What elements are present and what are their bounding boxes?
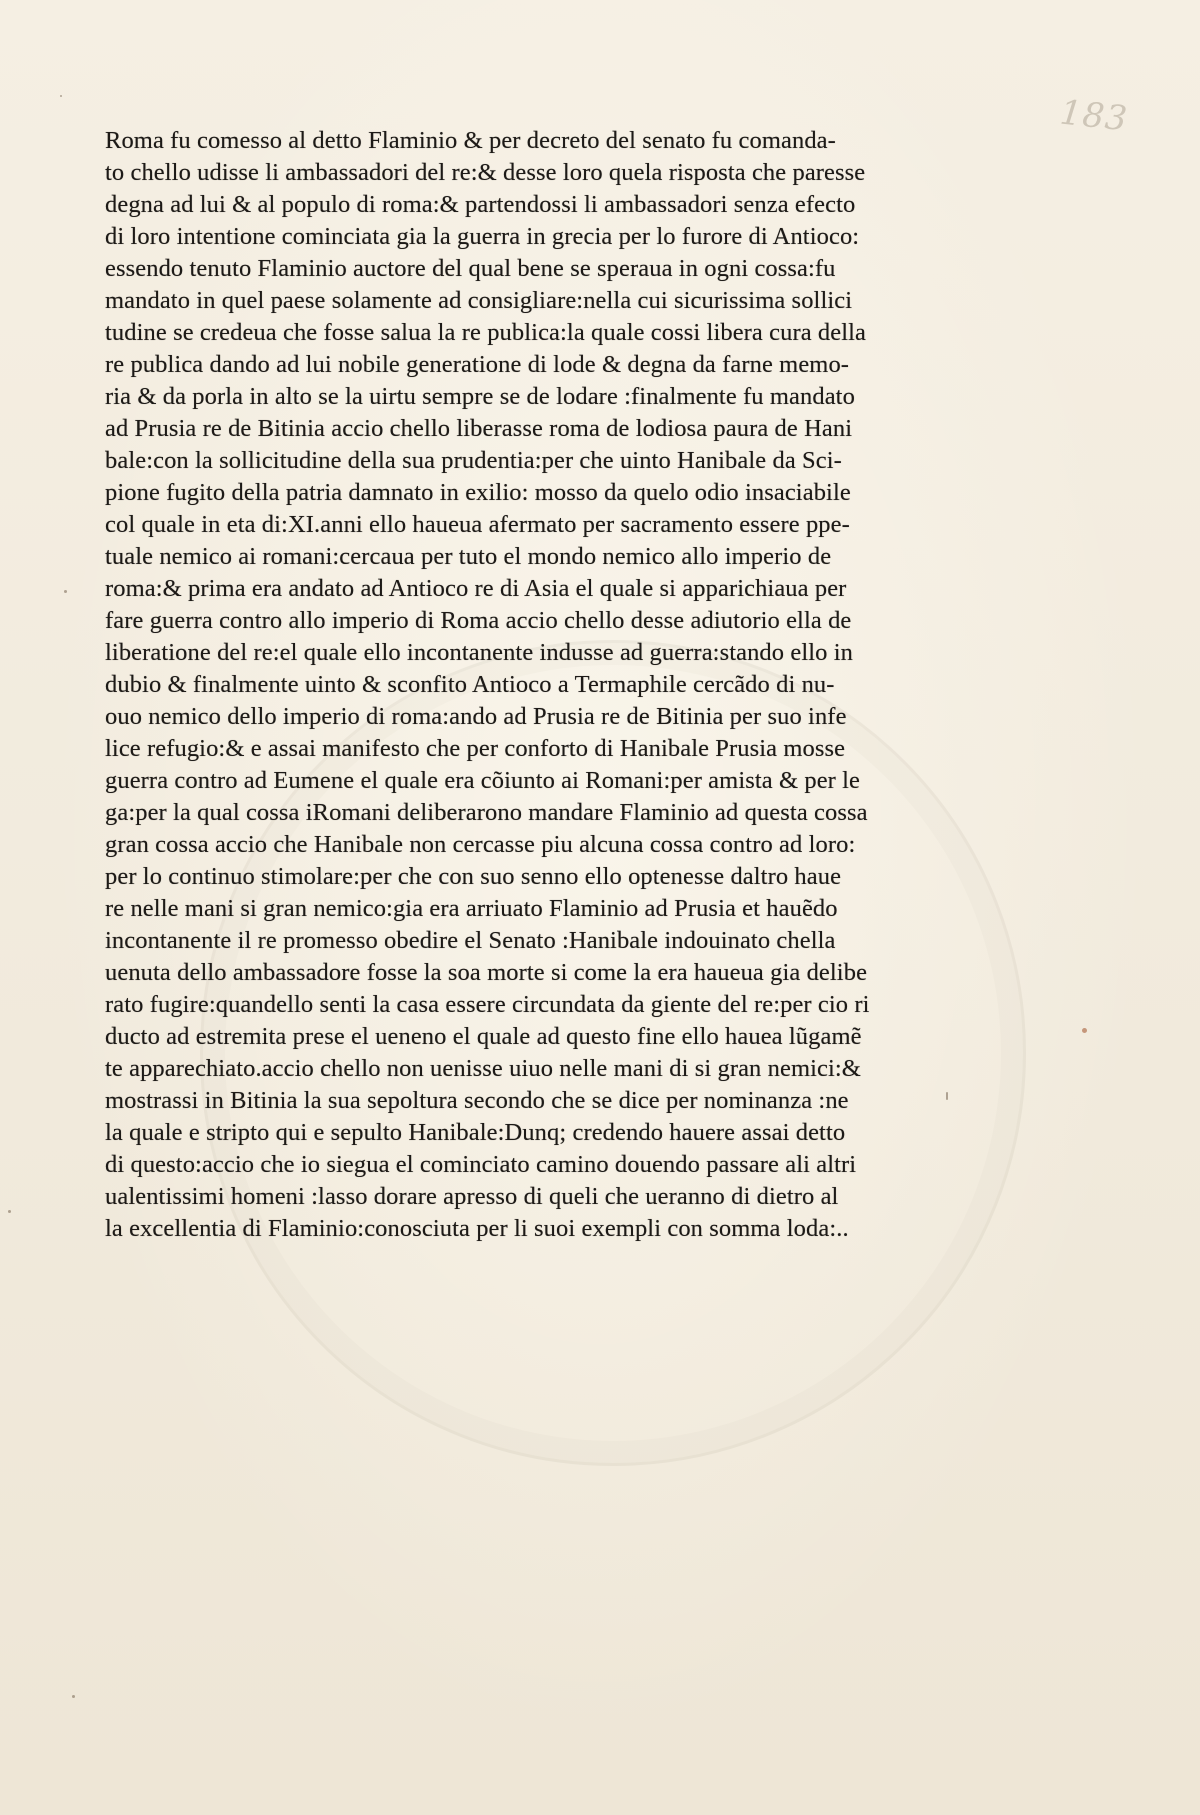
text-block bbox=[105, 125, 945, 1245]
text-line: liberatione del re:el quale ello incontanente indusse ad guerra:stando ello in bbox=[105, 639, 853, 666]
text-line: ad Prusia re de Bitinia accio chello liberasse roma de lodiosa paura de Hani bbox=[105, 415, 853, 442]
text-line: ouo nemico dello imperio di roma:ando ad Prusia re de Bitinia per suo infe bbox=[105, 703, 847, 730]
paper-speck bbox=[72, 1695, 75, 1698]
text-line: guerra contro ad Eumene el quale era cõiunto ai Romani:per amista & per le bbox=[105, 767, 861, 794]
text-line: ga:per la qual cossa iRomani deliberarono mandare Flaminio ad questa cossa bbox=[105, 799, 868, 826]
text-line: Roma fu comesso al detto Flaminio & per decreto del senato fu comanda- bbox=[105, 127, 836, 154]
text-line: roma:& prima era andato ad Antioco re di Asia el quale si apparichiaua per bbox=[105, 575, 847, 602]
paper-speck bbox=[8, 1210, 11, 1213]
text-line: di questo:accio che io siegua el cominciato camino douendo passare ali altri bbox=[105, 1151, 857, 1178]
text-line: essendo tenuto Flaminio auctore del qual bene se speraua in ogni cossa:fu bbox=[105, 255, 836, 282]
text-line: re nelle mani si gran nemico:gia era arriuato Flaminio ad Prusia et hauẽdo bbox=[105, 895, 838, 922]
text-line: pione fugito della patria damnato in exilio: mosso da quelo odio insaciabile bbox=[105, 479, 851, 506]
text-line: mostrassi in Bitinia la sua sepoltura secondo che se dice per nominanza :ne bbox=[105, 1087, 849, 1114]
text-line: mandato in quel paese solamente ad consigliare:nella cui sicurissima sollici bbox=[105, 287, 853, 314]
text-line: per lo continuo stimolare:per che con suo senno ello optenesse daltro haue bbox=[105, 863, 842, 890]
paper-speck bbox=[60, 95, 62, 97]
paper-speck bbox=[946, 1092, 948, 1100]
text-line: tuale nemico ai romani:cercaua per tuto el mondo nemico allo imperio de bbox=[105, 543, 832, 570]
text-line: fare guerra contro allo imperio di Roma accio chello desse adiutorio ella de bbox=[105, 607, 852, 634]
text-line: te apparechiato.accio chello non uenisse uiuo nelle mani di si gran nemici:& bbox=[105, 1055, 861, 1082]
text-line: re publica dando ad lui nobile generatione di lode & degna da farne memo- bbox=[105, 351, 850, 378]
text-line: bale:con la sollicitudine della sua prudentia:per che uinto Hanibale da Sci- bbox=[105, 447, 842, 474]
text-line: la quale e stripto qui e sepulto Hanibale:Dunq; credendo hauere assai detto bbox=[105, 1119, 846, 1146]
text-line: la excellentia di Flaminio:conosciuta per li suoi exempli con somma loda:.. bbox=[105, 1215, 849, 1242]
text-line: gran cossa accio che Hanibale non cercasse piu alcuna cossa contro ad loro: bbox=[105, 831, 856, 858]
text-line: ria & da porla in alto se la uirtu sempre se de lodare :finalmente fu mandato bbox=[105, 383, 855, 410]
text-line: ualentissimi homeni :lasso dorare apresso di queli che ueranno di dietro al bbox=[105, 1183, 839, 1210]
text-line: col quale in eta di:XI.anni ello haueua afermato per sacramento essere ppe- bbox=[105, 511, 850, 538]
text-line: ducto ad estremita prese el ueneno el quale ad questo fine ello hauea lũgamẽ bbox=[105, 1023, 862, 1050]
text-line: dubio & finalmente uinto & sconfito Antioco a Termaphile cercãdo di nu- bbox=[105, 671, 835, 698]
text-line: degna ad lui & al populo di roma:& partendossi li ambassadori senza efecto bbox=[105, 191, 856, 218]
text-line: tudine se credeua che fosse salua la re publica:la quale cossi libera cura della bbox=[105, 319, 867, 346]
text-line: di loro intentione cominciata gia la guerra in grecia per lo furore di Antioco: bbox=[105, 223, 860, 250]
paper-speck bbox=[1082, 1028, 1087, 1033]
text-line: rato fugire:quandello senti la casa essere circundata da giente del re:per cio ri bbox=[105, 991, 870, 1018]
text-line: lice refugio:& e assai manifesto che per conforto di Hanibale Prusia mosse bbox=[105, 735, 846, 762]
text-line: uenuta dello ambassadore fosse la soa morte si come la era haueua gia delibe bbox=[105, 959, 868, 986]
folio-number: 183 bbox=[1058, 92, 1130, 140]
text-line: to chello udisse li ambassadori del re:& desse loro quela risposta che paresse bbox=[105, 159, 866, 186]
text-line: incontanente il re promesso obedire el Senato :Hanibale indouinato chella bbox=[105, 927, 836, 954]
paper-speck bbox=[64, 590, 67, 593]
